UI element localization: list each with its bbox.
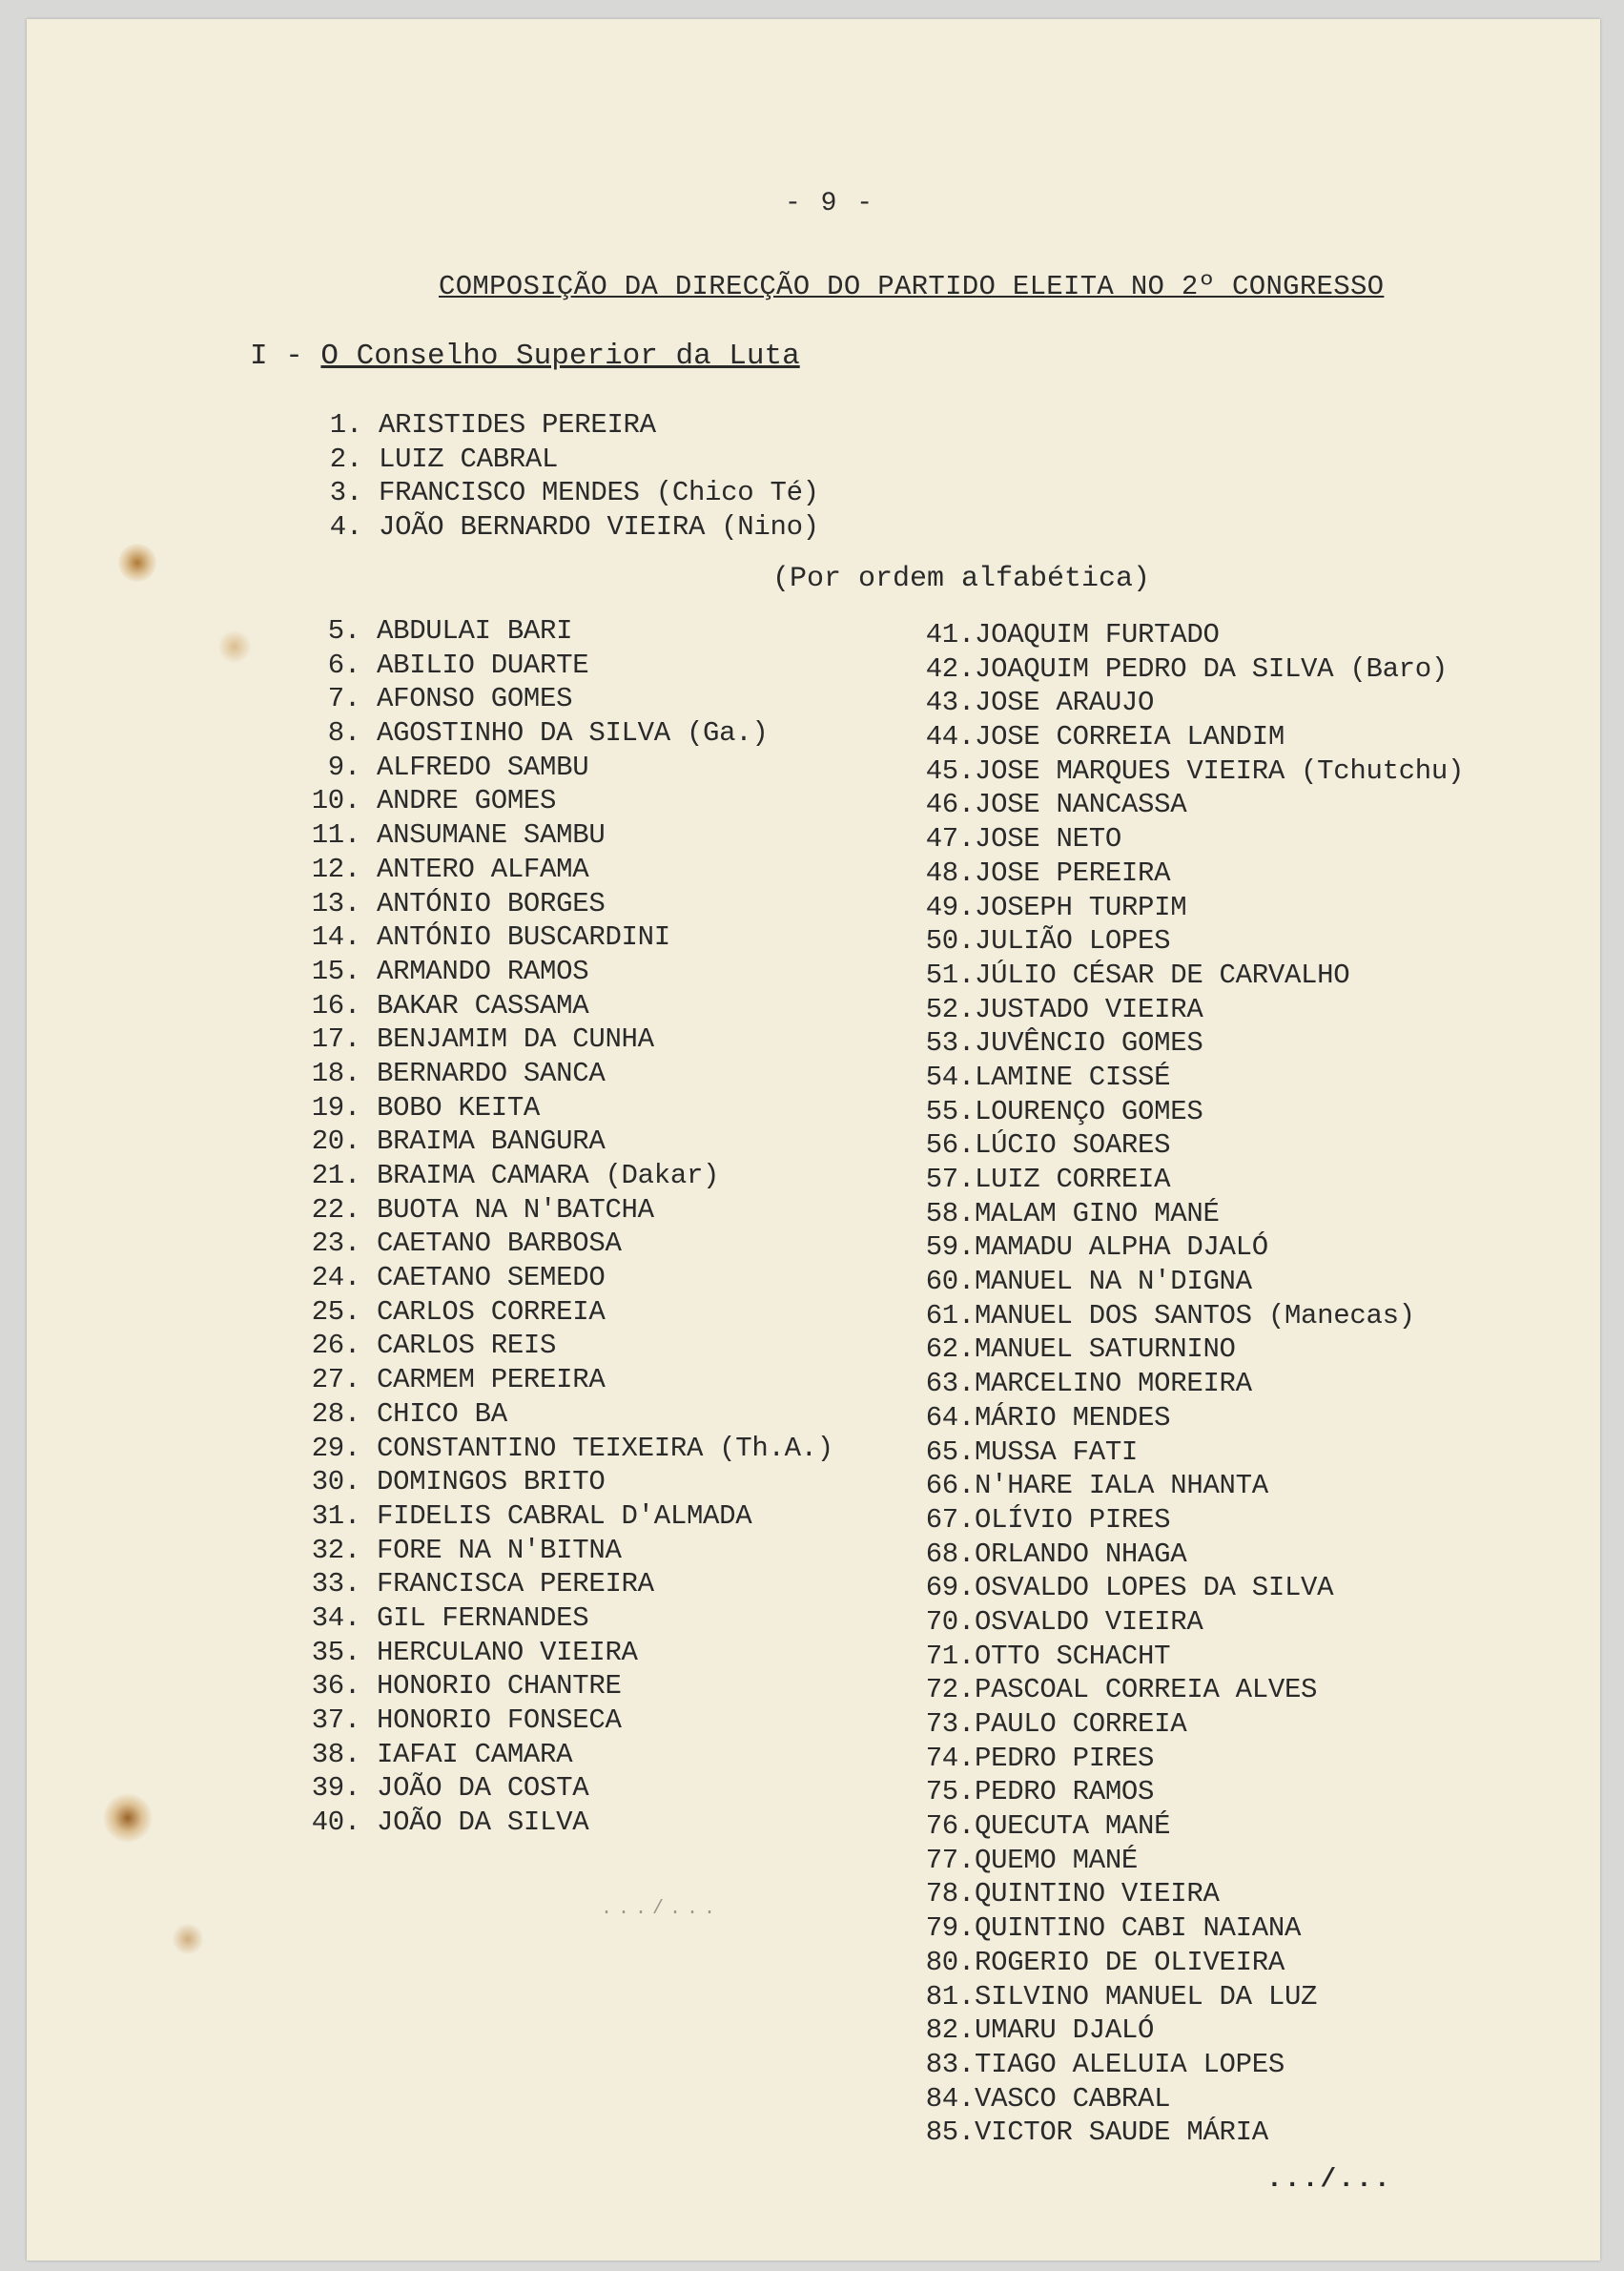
member-number: 72. (925, 1674, 975, 1706)
member-name: ALFREDO SAMBU (377, 751, 589, 783)
member-list-item (915, 2116, 1268, 2150)
member-name: CHICO BA (377, 1397, 507, 1430)
member-number: 28. (311, 1397, 360, 1430)
top-members-list (286, 408, 819, 545)
member-number: 73. (925, 1708, 975, 1740)
member-name: JOSE NANCASSA (975, 789, 1187, 821)
member-name: ANTERO ALFAMA (377, 853, 589, 885)
member-name: ANTÓNIO BORGES (377, 887, 606, 919)
member-list-item (915, 1809, 1171, 1844)
member-name: BAKAR CASSAMA (377, 989, 589, 1022)
member-name: MARCELINO MOREIRA (975, 1368, 1252, 1400)
member-list-item (915, 1640, 1171, 1674)
member-list-item (286, 955, 589, 989)
member-name: N'HARE IALA NHANTA (975, 1470, 1268, 1502)
age-stain (217, 630, 252, 664)
member-name: JULIÃO LOPES (975, 925, 1171, 958)
member-name: BRAIMA CAMARA (Dakar) (377, 1160, 720, 1191)
member-list-item (915, 1401, 1171, 1435)
member-list-item (286, 920, 670, 955)
member-number: 71. (925, 1640, 975, 1672)
age-stain (103, 1793, 153, 1843)
member-name: CARLOS CORREIA (377, 1295, 606, 1328)
member-number: 46. (925, 789, 975, 821)
member-name: MAMADU ALPHA DJALÓ (975, 1231, 1268, 1264)
member-number: 31. (311, 1499, 360, 1532)
member-list-item (915, 1230, 1268, 1265)
member-number: 81. (925, 1980, 975, 2013)
member-name: QUEMO MANÉ (975, 1844, 1139, 1876)
member-name: JOÃO DA COSTA (377, 1772, 589, 1805)
member-name: OTTO SCHACHT (975, 1640, 1171, 1672)
member-list-item (286, 1329, 557, 1363)
member-name: FORE NA N'BITNA (377, 1534, 622, 1566)
age-stain (172, 1923, 204, 1955)
member-number: 39. (311, 1772, 360, 1805)
member-number: 61. (925, 1299, 975, 1332)
member-number: 8. (327, 717, 360, 750)
member-number: 80. (925, 1946, 975, 1978)
member-number: 1. (329, 409, 362, 441)
document-title: COMPOSIÇÃO DA DIRECÇÃO DO PARTIDO ELEITA NO 2º CONGRESSO (439, 271, 1385, 302)
member-list-item (915, 891, 1187, 925)
member-number: 43. (925, 687, 975, 719)
member-number: 34. (311, 1601, 360, 1634)
member-number: 83. (925, 2048, 975, 2080)
member-name: MALAM GINO MANÉ (975, 1197, 1220, 1229)
member-number: 53. (925, 1027, 975, 1060)
member-number: 33. (311, 1568, 360, 1600)
member-list-item (915, 788, 1187, 822)
member-list-item (286, 510, 819, 545)
member-number: 12. (311, 853, 360, 885)
member-name: OSVALDO VIEIRA (975, 1605, 1203, 1638)
member-number: 32. (311, 1534, 360, 1566)
member-number: 47. (925, 823, 975, 856)
member-number: 48. (925, 857, 975, 889)
member-name: BENJAMIM DA CUNHA (377, 1023, 654, 1056)
member-name: ABILIO DUARTE (377, 649, 589, 681)
member-name: PEDRO RAMOS (975, 1776, 1155, 1808)
member-name: JOAQUIM PEDRO DA SILVA (Baro) (975, 652, 1448, 685)
member-name: QUINTINO VIEIRA (975, 1878, 1220, 1910)
member-name: PASCOAL CORREIA ALVES (975, 1674, 1318, 1706)
member-list-item (286, 1363, 606, 1397)
age-stain (118, 544, 156, 582)
member-name: FIDELIS CABRAL D'ALMADA (377, 1499, 752, 1532)
continuation-mark: .../... (1266, 2165, 1392, 2195)
member-number: 78. (925, 1878, 975, 1910)
page-number: - 9 - (784, 189, 874, 218)
member-number: 76. (925, 1810, 975, 1843)
member-number: 75. (925, 1776, 975, 1808)
member-list-item (286, 818, 606, 853)
member-name: ARISTIDES PEREIRA (379, 409, 656, 441)
member-name: LÚCIO SOARES (975, 1129, 1171, 1162)
members-list-right-column (915, 618, 1465, 2150)
member-list-item (286, 1534, 622, 1568)
member-list-item (915, 1775, 1155, 1809)
member-number: 2. (329, 443, 362, 475)
member-name: ARMANDO RAMOS (377, 955, 589, 987)
member-number: 22. (311, 1193, 360, 1226)
member-name: HONORIO CHANTRE (377, 1670, 622, 1703)
member-list-item (286, 1193, 654, 1228)
member-list-item (915, 1742, 1155, 1776)
member-name: FRANCISCO MENDES (Chico Té) (379, 477, 819, 509)
member-number: 6. (327, 649, 360, 681)
member-name: ORLANDO NHAGA (975, 1538, 1187, 1570)
member-name: AGOSTINHO DA SILVA (Ga.) (377, 717, 769, 750)
member-list-item (915, 1299, 1415, 1333)
member-list-item (286, 751, 589, 785)
member-name: CAETANO SEMEDO (377, 1262, 606, 1294)
member-number: 21. (311, 1160, 360, 1191)
member-list-item (286, 1261, 606, 1295)
member-list-item (915, 1469, 1268, 1503)
member-number: 50. (925, 925, 975, 958)
member-list-item (915, 1571, 1334, 1605)
member-name: LUIZ CORREIA (975, 1164, 1171, 1195)
member-name: CAETANO BARBOSA (377, 1228, 622, 1260)
member-list-item (915, 1605, 1203, 1640)
member-list-item (915, 1673, 1318, 1707)
member-name: MANUEL SATURNINO (975, 1333, 1236, 1366)
member-number: 14. (311, 921, 360, 954)
member-name: HERCULANO VIEIRA (377, 1636, 638, 1668)
member-list-item (915, 2082, 1171, 2116)
member-name: PEDRO PIRES (975, 1742, 1155, 1774)
member-list-item (286, 887, 606, 921)
section-label: O Conselho Superior da Luta (320, 340, 800, 373)
member-name: JOSEPH TURPIM (975, 891, 1187, 923)
member-number: 42. (925, 652, 975, 685)
member-name: LUIZ CABRAL (379, 443, 559, 475)
member-number: 4. (329, 511, 362, 544)
member-list-item (915, 1265, 1252, 1299)
member-name: JOSE ARAUJO (975, 687, 1155, 719)
member-list-item (915, 1435, 1139, 1470)
member-number: 68. (925, 1538, 975, 1570)
member-number: 19. (311, 1091, 360, 1124)
member-list-item (915, 993, 1203, 1027)
member-list-item (915, 1503, 1171, 1538)
member-name: TIAGO ALELUIA LOPES (975, 2048, 1285, 2080)
member-number: 57. (925, 1164, 975, 1195)
member-list-item (915, 652, 1448, 687)
member-name: MUSSA FATI (975, 1435, 1139, 1468)
section-roman-numeral: I - (250, 340, 303, 373)
member-list-item (286, 408, 656, 443)
member-name: VASCO CABRAL (975, 2082, 1171, 2115)
member-name: DOMINGOS BRITO (377, 1466, 606, 1498)
member-list-item (286, 1227, 622, 1261)
member-name: CARMEM PEREIRA (377, 1364, 606, 1396)
member-list-item (286, 1806, 589, 1840)
member-list-item (286, 716, 769, 751)
member-number: 17. (311, 1023, 360, 1056)
member-name: QUECUTA MANÉ (975, 1810, 1171, 1843)
member-name: VICTOR SAUDE MÁRIA (975, 2116, 1268, 2149)
member-list-item (286, 682, 573, 716)
member-number: 58. (925, 1197, 975, 1229)
member-name: BUOTA NA N'BATCHA (377, 1193, 654, 1226)
member-list-item (286, 1125, 606, 1159)
member-number: 23. (311, 1228, 360, 1260)
member-number: 63. (925, 1368, 975, 1400)
member-list-item (915, 1197, 1220, 1231)
member-list-item (286, 1499, 752, 1534)
member-name: ANSUMANE SAMBU (377, 819, 606, 852)
member-number: 13. (311, 887, 360, 919)
member-number: 25. (311, 1295, 360, 1328)
member-name: GIL FERNANDES (377, 1601, 589, 1634)
member-number: 37. (311, 1704, 360, 1736)
member-number: 54. (925, 1061, 975, 1093)
member-list-item (286, 1432, 833, 1466)
member-name: BOBO KEITA (377, 1091, 541, 1124)
ordering-note: (Por ordem alfabética) (772, 563, 1151, 595)
member-list-item (915, 1538, 1187, 1572)
member-number: 52. (925, 993, 975, 1025)
member-number: 60. (925, 1266, 975, 1298)
member-name: JUVÊNCIO GOMES (975, 1027, 1203, 1060)
member-list-item (286, 1057, 606, 1091)
member-number: 16. (311, 989, 360, 1022)
member-number: 11. (311, 819, 360, 852)
member-number: 9. (327, 751, 360, 783)
member-name: ABDULAI BARI (377, 615, 573, 647)
member-list-item (286, 1601, 589, 1636)
member-list-item (915, 618, 1220, 652)
member-name: OLÍVIO PIRES (975, 1503, 1171, 1536)
member-number: 15. (311, 955, 360, 987)
member-name: MANUEL DOS SANTOS (Manecas) (975, 1299, 1415, 1332)
member-number: 84. (925, 2082, 975, 2115)
member-number: 69. (925, 1572, 975, 1604)
member-name: JÚLIO CÉSAR DE CARVALHO (975, 959, 1350, 991)
member-list-item (286, 784, 557, 818)
member-number: 5. (327, 615, 360, 647)
member-list-item (286, 1567, 654, 1601)
member-name: JOSE PEREIRA (975, 857, 1171, 889)
member-number: 77. (925, 1844, 975, 1876)
member-number: 59. (925, 1231, 975, 1264)
member-number: 67. (925, 1503, 975, 1536)
member-name: IAFAI CAMARA (377, 1738, 573, 1770)
member-list-item (915, 1911, 1302, 1946)
member-list-item (915, 1128, 1171, 1163)
member-list-item (915, 1332, 1236, 1367)
member-list-item (286, 1771, 589, 1806)
member-list-item (915, 720, 1285, 754)
member-list-item (915, 2013, 1155, 2048)
member-number: 65. (925, 1435, 975, 1468)
member-number: 74. (925, 1742, 975, 1774)
member-list-item (286, 1091, 541, 1125)
member-list-item (286, 1397, 507, 1432)
member-name: ROGERIO DE OLIVEIRA (975, 1946, 1285, 1978)
member-list-item (286, 1465, 606, 1499)
member-list-item (286, 614, 573, 649)
member-name: JOSE NETO (975, 823, 1121, 856)
member-list-item (915, 822, 1121, 857)
member-number: 7. (327, 683, 360, 715)
member-list-item (915, 1095, 1203, 1129)
member-list-item (286, 989, 589, 1023)
member-list-item (286, 1669, 622, 1703)
member-number: 56. (925, 1129, 975, 1162)
member-list-item (915, 1061, 1171, 1095)
member-list-item (286, 649, 589, 683)
member-name: MANUEL NA N'DIGNA (975, 1266, 1252, 1298)
member-number: 3. (329, 477, 362, 509)
member-number: 36. (311, 1670, 360, 1703)
members-list-left-column (286, 614, 833, 1840)
member-list-item (286, 853, 589, 887)
member-number: 82. (925, 2014, 975, 2047)
member-list-item (915, 1877, 1220, 1911)
faint-continuation-dots: .../... (601, 1898, 722, 1920)
member-name: FRANCISCA PEREIRA (377, 1568, 654, 1600)
member-list-item (915, 2048, 1285, 2082)
member-number: 20. (311, 1125, 360, 1158)
member-list-item (915, 1707, 1187, 1742)
member-number: 70. (925, 1605, 975, 1638)
member-name: JOÃO DA SILVA (377, 1806, 589, 1839)
member-list-item (286, 1159, 720, 1193)
member-name: JOÃO BERNARDO VIEIRA (Nino) (379, 511, 819, 544)
member-name: HONORIO FONSECA (377, 1704, 622, 1736)
member-name: CARLOS REIS (377, 1330, 557, 1362)
member-number: 26. (311, 1330, 360, 1362)
member-name: UMARU DJALÓ (975, 2014, 1155, 2047)
member-name: CONSTANTINO TEIXEIRA (Th.A.) (377, 1432, 833, 1464)
member-name: QUINTINO CABI NAIANA (975, 1912, 1302, 1945)
member-number: 44. (925, 721, 975, 754)
member-list-item (915, 1163, 1171, 1197)
member-number: 49. (925, 891, 975, 923)
member-number: 10. (311, 785, 360, 817)
member-name: JOSE MARQUES VIEIRA (Tchutchu) (975, 754, 1465, 787)
member-number: 35. (311, 1636, 360, 1668)
member-list-item (286, 1295, 606, 1330)
member-name: PAULO CORREIA (975, 1708, 1187, 1740)
member-number: 30. (311, 1466, 360, 1498)
member-list-item (915, 754, 1465, 789)
member-list-item (915, 924, 1171, 959)
member-list-item (915, 1844, 1139, 1878)
member-name: JUSTADO VIEIRA (975, 993, 1203, 1025)
member-list-item (915, 686, 1155, 720)
member-list-item (915, 1026, 1203, 1061)
member-name: MÁRIO MENDES (975, 1401, 1171, 1434)
member-list-item (286, 1636, 638, 1670)
member-list-item (915, 959, 1350, 993)
member-number: 29. (311, 1432, 360, 1464)
member-name: ANDRE GOMES (377, 785, 557, 817)
member-list-item (286, 1703, 622, 1738)
member-name: LOURENÇO GOMES (975, 1095, 1203, 1127)
member-list-item (286, 476, 819, 510)
member-number: 40. (311, 1806, 360, 1839)
member-list-item (286, 443, 559, 477)
member-list-item (915, 1367, 1252, 1401)
member-list-item (286, 1022, 654, 1057)
member-number: 18. (311, 1057, 360, 1089)
member-name: LAMINE CISSÉ (975, 1061, 1171, 1093)
member-number: 41. (925, 619, 975, 650)
member-list-item (915, 857, 1171, 891)
member-list-item (915, 1946, 1285, 1980)
member-number: 51. (925, 959, 975, 991)
section-heading (250, 340, 800, 373)
member-number: 27. (311, 1364, 360, 1396)
member-name: SILVINO MANUEL DA LUZ (975, 1980, 1318, 2013)
member-number: 24. (311, 1262, 360, 1294)
member-number: 85. (925, 2116, 975, 2149)
member-name: JOAQUIM FURTADO (975, 619, 1220, 650)
member-name: BERNARDO SANCA (377, 1057, 606, 1089)
member-number: 64. (925, 1401, 975, 1434)
member-name: JOSE CORREIA LANDIM (975, 721, 1285, 754)
member-number: 66. (925, 1470, 975, 1502)
member-list-item (915, 1980, 1318, 2014)
member-number: 79. (925, 1912, 975, 1945)
member-number: 38. (311, 1738, 360, 1770)
member-number: 55. (925, 1095, 975, 1127)
member-name: ANTÓNIO BUSCARDINI (377, 921, 670, 954)
member-name: OSVALDO LOPES DA SILVA (975, 1572, 1334, 1604)
member-number: 45. (925, 754, 975, 787)
member-name: AFONSO GOMES (377, 683, 573, 715)
member-list-item (286, 1738, 573, 1772)
member-number: 62. (925, 1333, 975, 1366)
member-name: BRAIMA BANGURA (377, 1125, 606, 1158)
